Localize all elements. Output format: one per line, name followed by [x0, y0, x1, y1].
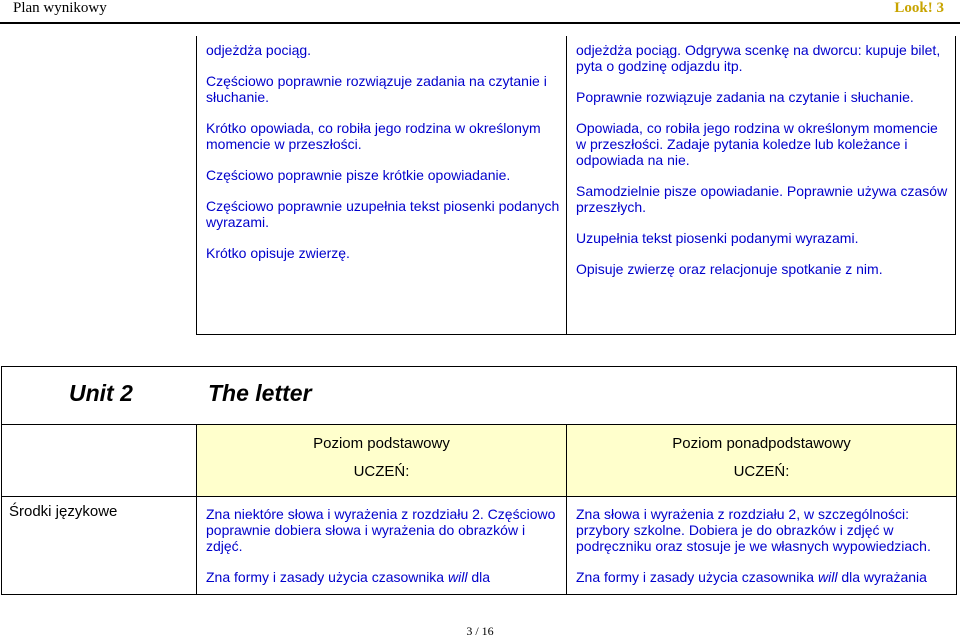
level-advanced-name: Poziom ponadpodstawowy: [672, 435, 851, 452]
basic-item: Krótko opowiada, co robiła jego rodzina w określonym momencie w przeszłości.: [206, 120, 541, 152]
brand-logo-text: Look! 3: [894, 0, 944, 16]
header-rule: [0, 22, 960, 24]
basic-item: Częściowo poprawnie uzupełnia tekst piosenki podanych wyrazami.: [206, 198, 560, 230]
level-advanced-header: [567, 425, 956, 496]
advanced-item: Opowiada, co robiła jego rodzina w określonym momencie w przeszłości. Zadaje pytania koledze lub koleżance i odpowiada na nie.: [576, 120, 938, 168]
bottom-basic-cell: [206, 506, 562, 585]
document-title: Plan wynikowy: [13, 0, 107, 16]
top-advanced-cell: [576, 42, 948, 292]
page-number: 3 / 16: [466, 624, 494, 638]
top-table-border: [955, 36, 956, 334]
basic-vocab-text: Zna niektóre słowa i wyrażenia z rozdziału 2. Częściowo poprawnie dobiera słowa i wyrażenia do obrazków i zdjęć.: [206, 506, 556, 554]
level-basic-student: UCZEŃ:: [353, 463, 410, 480]
advanced-grammar-text: Zna formy i zasady użycia czasownika will dla wyrażania: [576, 569, 927, 585]
level-basic-header: [197, 425, 566, 496]
basic-item: odjeżdża pociąg.: [206, 42, 312, 58]
top-basic-cell: [206, 42, 562, 276]
advanced-vocab-text: Zna słowa i wyrażenia z rozdziału 2, w szczególności: przybory szkolne. Dobiera je do obrazków i zdjęć w podręczniku oraz stosuje je we własnych wypowiedziach.: [576, 506, 931, 554]
bottom-advanced-cell: [576, 506, 952, 585]
row-label: Środki językowe: [9, 503, 118, 520]
unit-table-border: [1, 496, 957, 497]
level-advanced-student: UCZEŃ:: [733, 463, 790, 480]
unit-title: The letter: [208, 380, 312, 406]
top-table-border: [566, 36, 567, 334]
basic-item: Krótko opisuje zwierzę.: [206, 245, 350, 261]
advanced-item: odjeżdża pociąg. Odgrywa scenkę na dworcu: kupuje bilet, pyta o godzinę odjazdu itp.: [576, 42, 941, 74]
advanced-item: Opisuje zwierzę oraz relacjonuje spotkanie z nim.: [576, 261, 883, 277]
level-basic-name: Poziom podstawowy: [313, 435, 450, 452]
unit-heading-row: [1, 366, 957, 424]
unit-table-border: [1, 594, 957, 595]
advanced-item: Uzupełnia tekst piosenki podanymi wyrazami.: [576, 230, 859, 246]
unit-number: Unit 2: [69, 380, 133, 406]
basic-item: Częściowo poprawnie pisze krótkie opowiadanie.: [206, 167, 511, 183]
advanced-item: Poprawnie rozwiązuje zadania na czytanie i słuchanie.: [576, 89, 914, 105]
basic-item: Częściowo poprawnie rozwiązuje zadania na czytanie i słuchanie.: [206, 73, 547, 105]
top-table-border: [196, 334, 956, 335]
page-header: [0, 0, 960, 22]
top-table-border: [196, 36, 197, 334]
basic-grammar-text: Zna formy i zasady użycia czasownika will dla: [206, 569, 491, 585]
advanced-item: Samodzielnie pisze opowiadanie. Poprawnie używa czasów przeszłych.: [576, 183, 948, 215]
